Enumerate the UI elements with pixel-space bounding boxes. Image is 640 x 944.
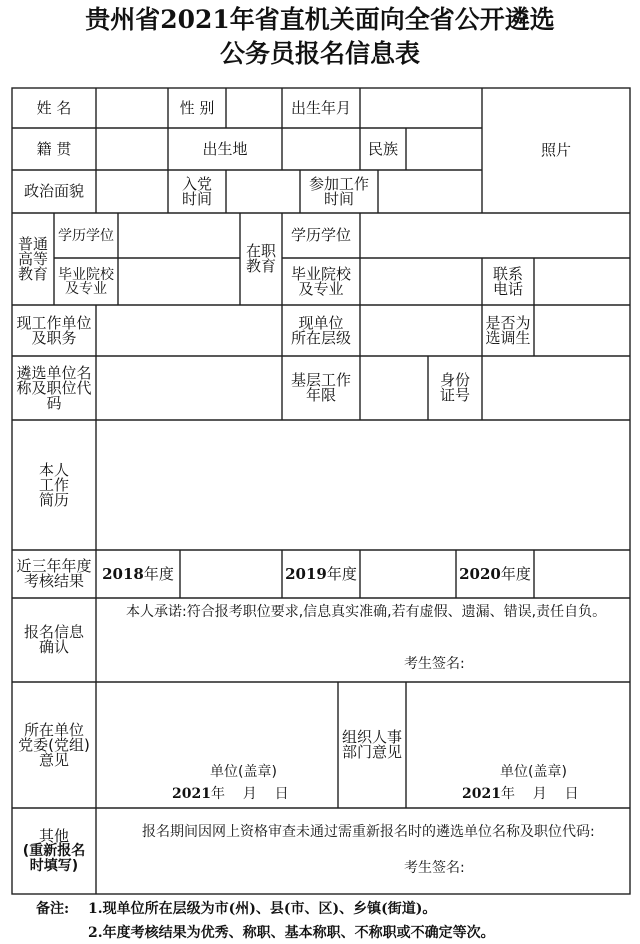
label-hr-opinion: 组织人事 部门意见 [341,728,402,761]
label-target-unit: 遴选单位名 称及职位代 码 [16,363,92,412]
label-school-major-2: 毕业院校 及专业 [290,264,351,298]
label-birth-date: 出生年月 [290,98,351,117]
label-other: 其他 (重新报名 时填写) [22,826,86,874]
year-2018: 2018 年度 [102,564,174,583]
signature-label: 考生签名: [404,656,465,672]
label-current-level: 现单位 所在层级 [290,313,351,347]
label-resume: 本人 工作 简历 [38,460,69,509]
form-title-line1: 贵州省2021年省直机关面向全省公开遴选 [85,5,555,34]
label-phone: 联系 电话 [492,264,523,298]
party-date: 2021年 月 日 [172,786,289,802]
label-current-unit: 现工作单位 及职务 [16,313,92,347]
label-grassroots-years: 基层工作 年限 [290,371,351,404]
label-party-time: 入党 时间 [181,174,212,208]
hr-seal-label: 单位(盖章) [500,764,567,780]
year-2019: 2019 年度 [285,564,357,583]
label-school-major: 毕业院校 及专业 [58,266,114,297]
label-party-opinion: 所在单位 党委(党组) 意见 [18,720,90,769]
form-title-line2: 公务员报名信息表 [219,39,420,68]
commitment-text: 本人承诺:符合报考职位要求,信息真实准确,若有虚假、遗漏、错误,责任自负。 [126,604,607,620]
other-text: 报名期间因网上资格审查未通过需重新报名时的遴选单位名称及职位代码: [142,824,595,840]
label-fulltime-edu: 普通 高等 教育 [17,234,48,283]
label-birthplace: 出生地 [202,139,248,158]
label-degree-2: 学历学位 [290,226,351,244]
hr-date: 2021年 月 日 [462,786,579,802]
label-is-transfer: 是否为 选调生 [485,313,531,347]
label-confirm: 报名信息 确认 [23,623,84,656]
label-work-start: 参加工作 时间 [308,174,369,208]
label-politics: 政治面貌 [23,182,84,200]
label-assessment: 近三年年度 考核结果 [16,557,92,590]
label-gender: 性 别 [179,98,215,117]
label-inservice-edu: 在职 教育 [245,242,276,275]
party-seal-label: 单位(盖章) [210,764,277,780]
label-id-number: 身份 证号 [439,371,470,404]
label-ethnicity: 民族 [367,139,398,158]
label-native-place: 籍 贯 [36,139,72,158]
note-prefix: 备注: [36,901,70,917]
year-2020: 2020 年度 [459,564,531,583]
label-name: 姓 名 [36,98,72,117]
signature-label-2: 考生签名: [404,860,465,876]
label-degree: 学历学位 [58,227,114,244]
label-photo: 照片 [540,141,571,159]
note-1: 1.现单位所在层级为市(州)、县(市、区)、乡镇(街道)。 [88,901,437,917]
note-2: 2.年度考核结果为优秀、称职、基本称职、不称职或不确定等次。 [88,925,495,941]
